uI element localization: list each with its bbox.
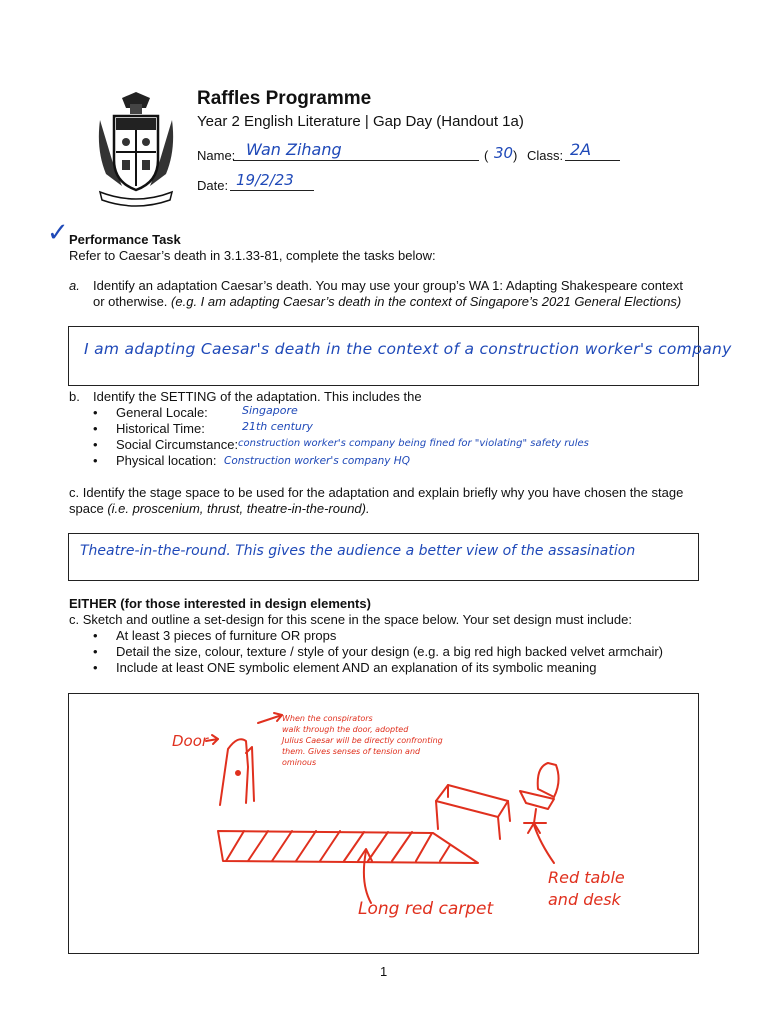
date-line	[230, 190, 314, 191]
question-c-line2: space (i.e. proscenium, thrust, theatre-in-the-round).	[69, 501, 370, 516]
check-mark-icon: ✓	[47, 217, 69, 247]
either-c-text: c. Sketch and outline a set-design for this scene in the space below. Your set design must include:	[69, 612, 632, 627]
question-b-letter: b.	[69, 389, 80, 404]
question-a-line2: or otherwise. (e.g. I am adapting Caesar’s death in the context of Singapore’s 2021 General Elections)	[93, 294, 682, 309]
question-b-text: Identify the SETTING of the adaptation. This includes the	[93, 389, 422, 404]
bullet-icon: •	[93, 437, 98, 452]
door-sketch	[220, 739, 248, 805]
setting-social-answer: construction worker's company being fined for "violating" safety rules	[238, 438, 589, 449]
setting-locale-label: General Locale:	[116, 405, 208, 420]
school-title: Raffles Programme	[197, 88, 372, 109]
either-item: Detail the size, colour, texture / style of your design (e.g. a big red high backed velvet armchair)	[116, 644, 663, 659]
door-label: Door	[172, 732, 209, 750]
setting-physical-answer: Construction worker's company HQ	[224, 455, 410, 467]
question-c-example: (i.e. proscenium, thrust, theatre-in-the-round).	[107, 501, 370, 516]
index-open: (	[484, 148, 489, 163]
name-line	[233, 160, 479, 161]
name-label: Name:	[197, 148, 236, 163]
question-a-example: (e.g. I am adapting Caesar’s death in the context of Singapore’s 2021 General Elections)	[171, 294, 682, 309]
setting-physical-label: Physical location:	[116, 453, 217, 468]
date-label: Date:	[197, 178, 229, 193]
class-line	[565, 160, 620, 161]
door-note-line: ominous	[282, 758, 317, 767]
setting-time-answer: 21th century	[242, 420, 313, 433]
bullet-icon: •	[93, 405, 98, 420]
page-number: 1	[380, 964, 388, 979]
class-label: Class:	[527, 148, 564, 163]
task-intro: Refer to Caesar’s death in 3.1.33-81, complete the tasks below:	[69, 248, 436, 263]
table-sketch	[436, 785, 508, 817]
table-label-1: Red table	[548, 868, 625, 887]
door-note-line: walk through the door, adopted	[282, 725, 409, 734]
either-title: EITHER (for those interested in design elements)	[69, 596, 371, 611]
bullet-icon: •	[93, 628, 98, 643]
setting-locale-answer: Singapore	[242, 404, 298, 417]
carpet-label: Long red carpet	[358, 899, 494, 919]
door-note	[282, 713, 443, 768]
bullet-icon: •	[93, 453, 98, 468]
setting-social-label: Social Circumstance:	[116, 437, 239, 452]
either-item: Include at least ONE symbolic element AND an explanation of its symbolic meaning	[116, 660, 597, 675]
date-value: 19/2/23	[236, 171, 294, 189]
chair-sketch	[538, 763, 559, 797]
bullet-icon: •	[93, 660, 98, 675]
door-note-line: When the conspirators	[282, 714, 373, 723]
class-value: 2A	[570, 140, 592, 159]
bullet-icon: •	[93, 644, 98, 659]
bullet-icon: •	[93, 421, 98, 436]
either-item: At least 3 pieces of furniture OR props	[116, 628, 337, 643]
door-note-line: them. Gives senses of tension and	[282, 747, 421, 756]
question-a-letter: a.	[69, 278, 80, 293]
answer-c-text: Theatre-in-the-round. This gives the audience a better view of the assasination	[80, 543, 636, 559]
name-value: Wan Zihang	[246, 140, 342, 159]
question-c-text: c. Identify the stage space to be used for the adaptation and explain briefly why you have chosen the stage	[69, 485, 684, 500]
index-value: 30	[494, 144, 514, 162]
setting-time-label: Historical Time:	[116, 421, 205, 436]
question-a-text: Identify an adaptation Caesar’s death. You may use your group’s WA 1: Adapting Shakespeare context	[93, 278, 683, 293]
handout-subtitle: Year 2 English Literature | Gap Day (Handout 1a)	[197, 113, 524, 130]
answer-a-text: I am adapting Caesar's death in the context of a construction worker's company	[84, 340, 732, 358]
table-label-2: and desk	[548, 890, 621, 909]
door-note-line: Julius Caesar will be directly confronting	[282, 736, 443, 745]
performance-task-title: Performance Task	[69, 232, 181, 247]
index-close: )	[513, 148, 518, 163]
school-crest-logo	[92, 90, 180, 208]
